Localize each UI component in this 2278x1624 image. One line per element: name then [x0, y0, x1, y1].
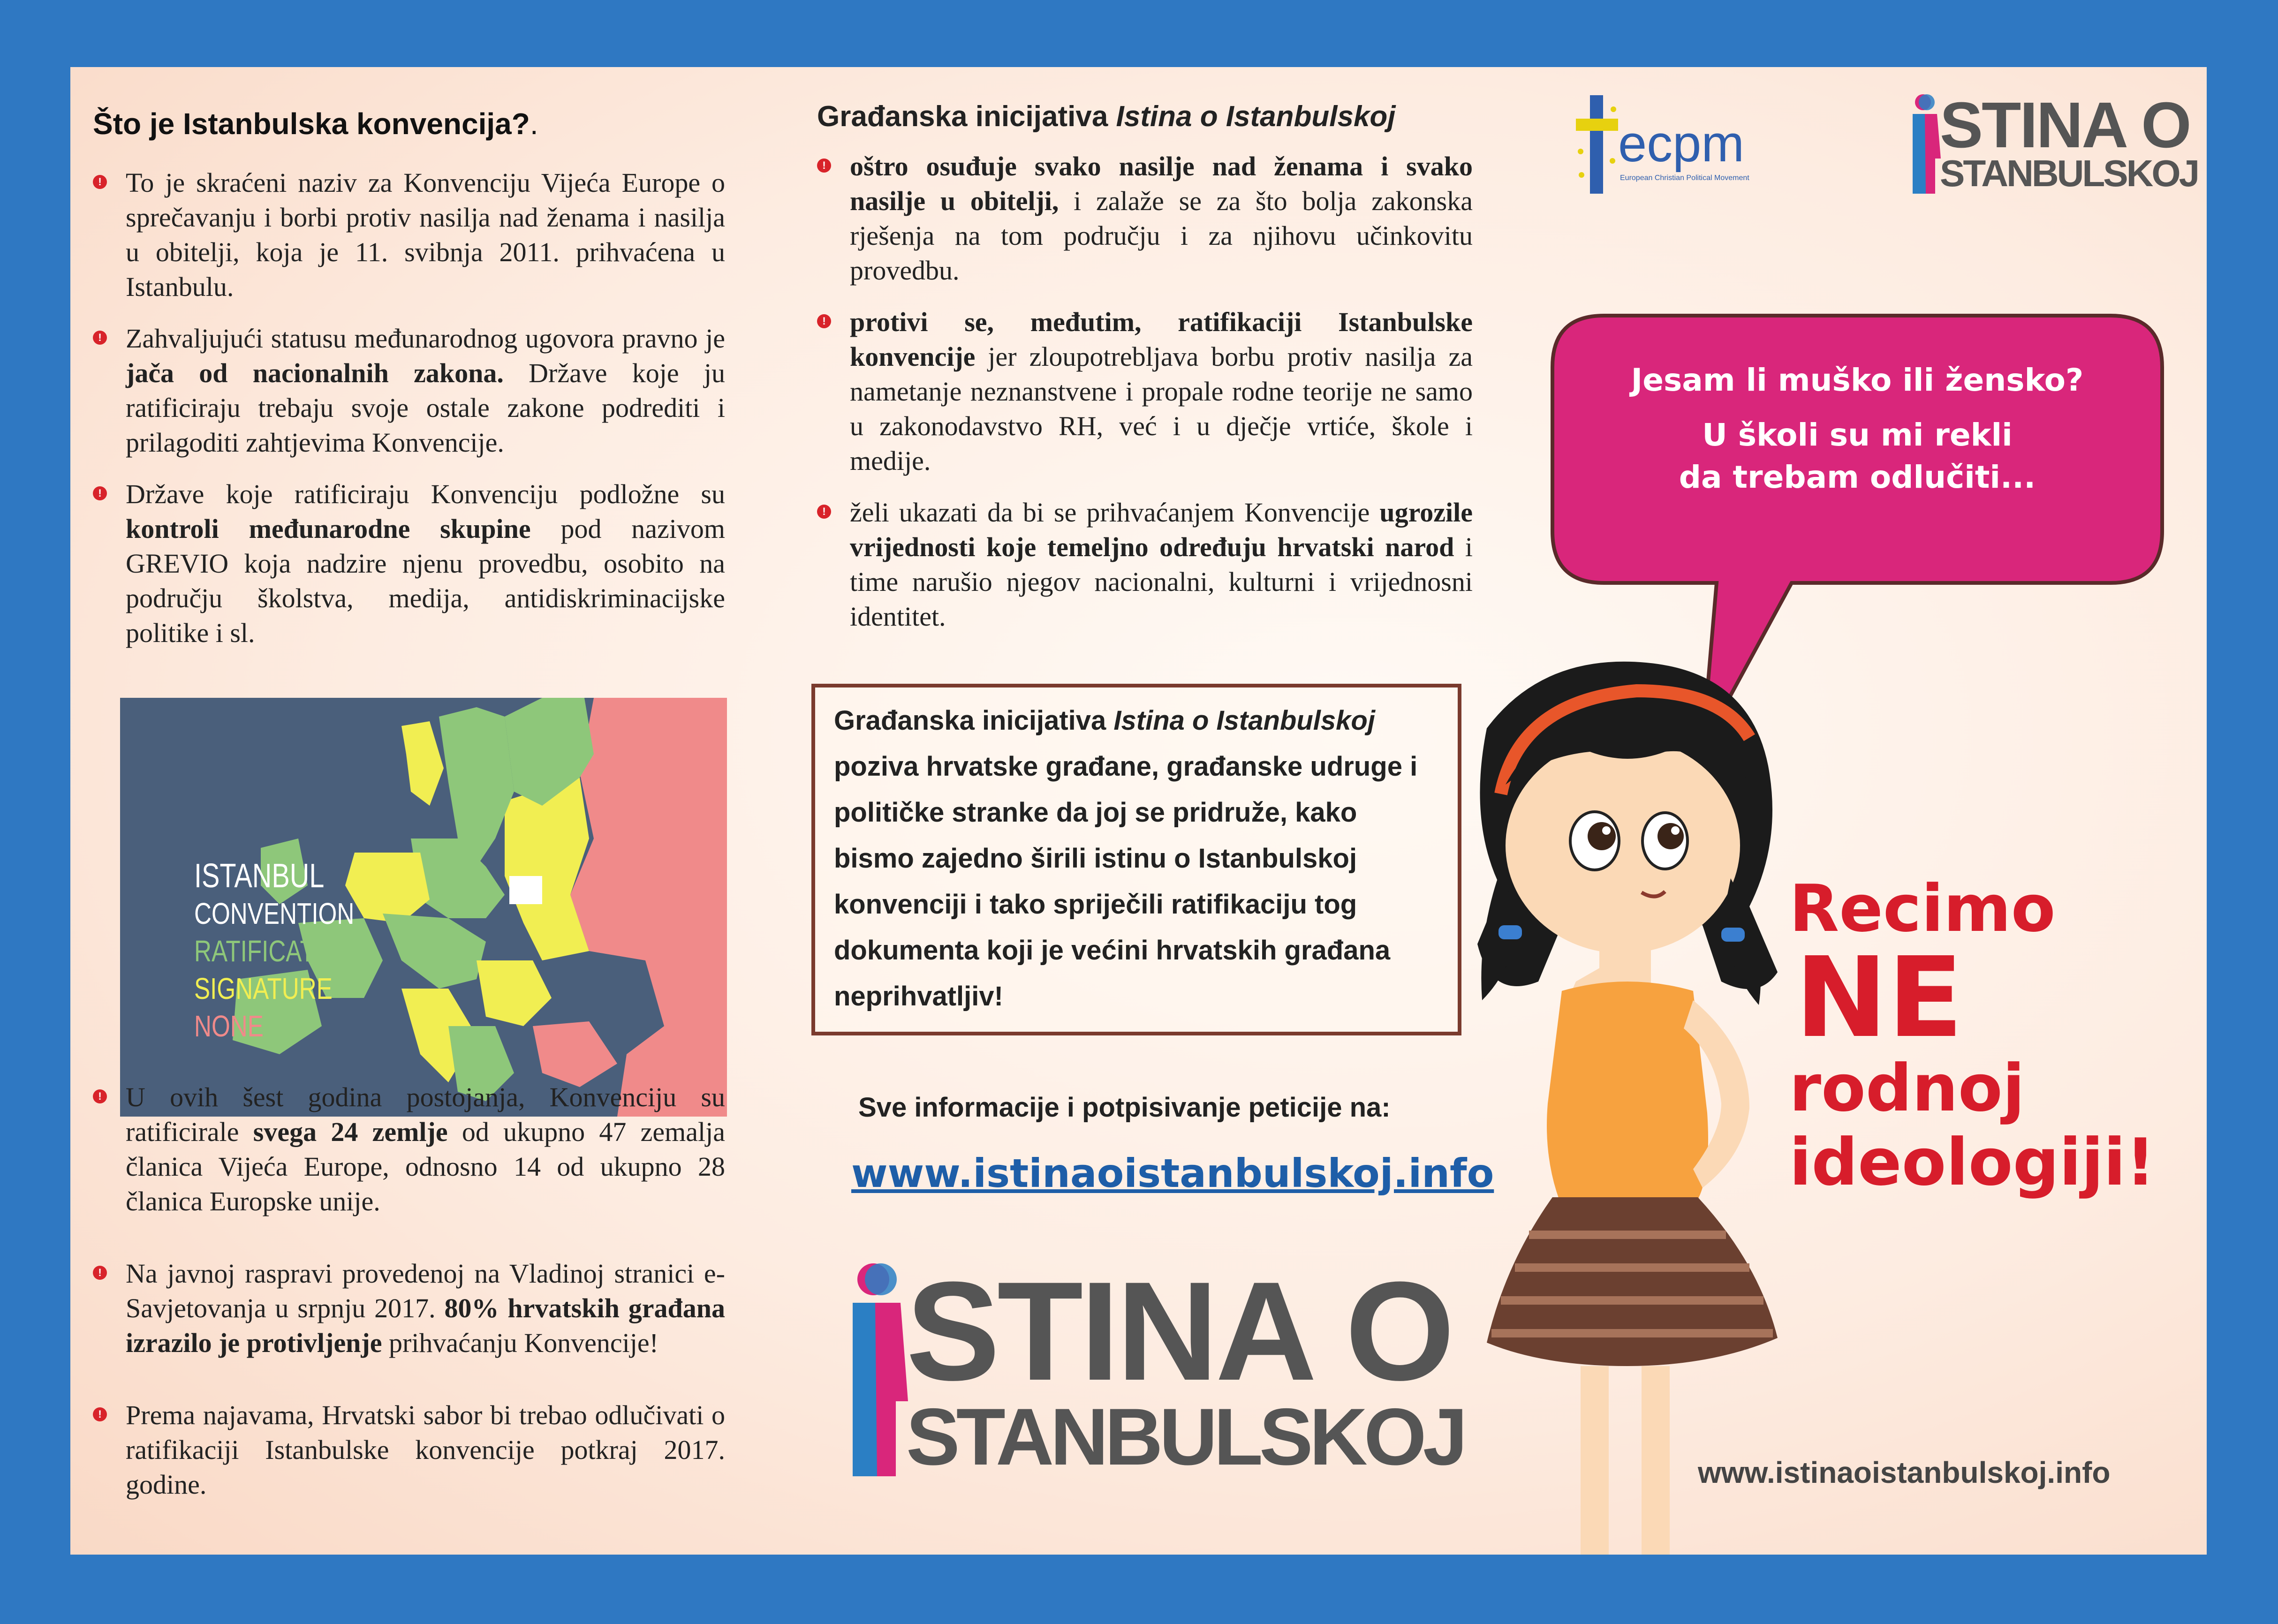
brochure-page: [70, 67, 2207, 1555]
exclamation-icon: !: [93, 486, 107, 500]
bullet-text: U ovih šest godina postojanja, Konvenciju su ratificirale: [126, 1082, 725, 1147]
exclamation-icon: !: [93, 1407, 107, 1421]
ecpm-subtitle: European Christian Political Movement: [1620, 174, 1749, 182]
brand-logo-small-line1: STINA O: [1940, 89, 2190, 161]
person-icon: [844, 1261, 910, 1481]
bullet-item: [93, 1398, 725, 1502]
brand-logo-line2: STANBULSKOJ: [906, 1392, 1464, 1482]
footer-url[interactable]: www.istinaoistanbulskoj.info: [1698, 1456, 2111, 1489]
bullet-text: prihvaćanju Konvencije!: [382, 1328, 658, 1358]
map-legend-istanbul: ISTANBUL: [194, 857, 325, 895]
slogan-line3: rodnoj: [1789, 1050, 2025, 1126]
exclamation-icon: !: [93, 175, 107, 189]
bullet-text: Države koje ratificiraju Konvenciju podložne su: [126, 479, 725, 509]
bullet-bold-text: jača od nacionalnih zakona.: [126, 358, 504, 388]
exclamation-icon: !: [93, 331, 107, 345]
bullet-bold-text: 80% hrvatskih građana izrazilo je protivljenje: [126, 1293, 725, 1358]
exclamation-icon: !: [817, 505, 831, 519]
bullet-text: i zalaže se za što bolja zakonska rješenja na tom području i za njihovu učinkovitu provedbu.: [850, 186, 1473, 286]
map-legend-convention: CONVENTION: [194, 897, 355, 930]
bubble-line2: U školi su mi rekli: [1702, 417, 2013, 453]
bullet-item: [93, 166, 725, 304]
bullet-item: [817, 149, 1473, 288]
map-legend-ratification: RATIFICATION: [194, 934, 357, 968]
map-legend-none: NONE: [194, 1009, 264, 1043]
call-to-action-box: [811, 684, 1461, 1035]
exclamation-icon: !: [817, 159, 831, 173]
bullet-bold-text: svega 24 zemlje: [253, 1117, 448, 1147]
brand-logo-line1: STINA O: [906, 1252, 1452, 1410]
middle-bullets: [817, 149, 1473, 651]
bullet-item: [93, 321, 725, 460]
bullet-text: jer zloupotrebljava borbu protiv nasilja za nametanje neznanstvene i propale rodne teorije ne samo u zakonodavstvo RH, već i u dječje vrtiće, škole i medije.: [850, 341, 1473, 476]
brand-logo-small-line2: STANBULSKOJ: [1940, 152, 2198, 194]
speech-bubble: [1552, 358, 2162, 499]
bullet-text: Države koje ju ratificiraju trebaju svoje ostale zakone podrediti i prilagoditi zahtjevima Konvencije.: [126, 358, 725, 458]
slogan-line4: ideologiji!: [1789, 1125, 2156, 1200]
slogan: [1789, 871, 2202, 1200]
website-link[interactable]: www.istinaoistanbulskoj.info: [851, 1150, 1494, 1196]
callbox-text: Građanska inicijativa: [834, 705, 1114, 736]
bullet-item: [817, 305, 1473, 478]
bullet-text: Prema najavama, Hrvatski sabor bi trebao odlučivati o ratifikaciji Istanbulske konvencije potkraj 2017. godine.: [126, 1400, 725, 1500]
slogan-line1: Recimo: [1789, 871, 2056, 946]
brand-logo-small: [1909, 89, 2198, 205]
exclamation-icon: !: [817, 314, 831, 328]
bullet-item: [93, 477, 725, 650]
bubble-line1: Jesam li muško ili žensko?: [1631, 362, 2084, 398]
brand-logo-large: [844, 1252, 1477, 1486]
map-legend-signature: SIGNATURE: [194, 972, 333, 1005]
bullet-text: Zahvaljujući statusu međunarodnog ugovora pravno je: [126, 323, 725, 354]
bullet-text: želi ukazati da bi se prihvaćanjem Konvencije: [850, 497, 1380, 528]
middle-title-italic: Istina o Istanbulskoj: [1116, 100, 1396, 133]
callbox-text: poziva hrvatske građane, građanske udruge i političke stranke da joj se pridruže, kako bismo zajedno širili istinu o Istanbulskoj konvenciji i tako spriječili ratifikaciju tog dokumenta koji je većini hrvatskih građana neprihvatljiv!: [834, 751, 1418, 1012]
ecpm-symbol-icon: [1571, 91, 1623, 198]
left-title-suffix: .: [530, 107, 538, 141]
person-icon: [1909, 93, 1942, 196]
info-text: Sve informacije i potpisivanje peticije na:: [858, 1092, 1391, 1123]
bullet-bold-text: protivi se, međutim, ratifikaciji Istanbulske konvencije: [850, 307, 1473, 372]
bullet-item: [817, 495, 1473, 634]
bubble-line3: da trebam odlučiti...: [1679, 459, 2036, 495]
exclamation-icon: !: [93, 1266, 107, 1280]
slogan-line2: NE: [1795, 933, 1963, 1062]
bullet-bold-text: ugrozile vrijednosti koje temeljno određuju hrvatski narod: [850, 497, 1473, 562]
bullet-item: [93, 1256, 725, 1360]
europe-map-image: [120, 698, 727, 1117]
exclamation-icon: !: [93, 1089, 107, 1103]
bullet-item: [93, 1080, 725, 1219]
bullet-text: od ukupno 47 zemalja članica Vijeća Europe, odnosno 14 od ukupno 28 članica Europske unije.: [126, 1117, 725, 1216]
bullet-text: pod nazivom GREVIO koja nadzire njenu provedbu, osobito na području školstva, medija, antidiskriminacijske politike i sl.: [126, 514, 725, 648]
bullet-bold-text: kontroli međunarodne skupine: [126, 514, 531, 544]
left-title-text: Što je Istanbulska konvencija?: [93, 107, 530, 141]
callbox-italic: Istina o Istanbulskoj: [1113, 705, 1375, 736]
bullet-bold-text: oštro osuđuje svako nasilje nad ženama i svako nasilje u obitelji,: [850, 151, 1473, 216]
ecpm-logo: [1571, 91, 1768, 198]
left-title: [93, 106, 538, 141]
left-bullets-top: [93, 166, 725, 667]
ecpm-text: ecpm: [1618, 115, 1744, 173]
bullet-text: Na javnoj raspravi provedenoj na Vladinoj stranici e-Savjetovanja u srpnju 2017.: [126, 1258, 725, 1323]
bullet-text: To je skraćeni naziv za Konvenciju Vijeća Europe o sprečavanju i borbi protiv nasilja nad ženama i nasilja u obitelji, koja je 11. svibnja 2011. prihvaćena u Istanbulu.: [126, 167, 725, 302]
bullet-text: i time narušio njegov nacionalni, kulturni i vrijednosni identitet.: [850, 532, 1473, 632]
middle-title: [817, 100, 1396, 133]
middle-title-text: Građanska inicijativa: [817, 100, 1116, 133]
left-bullets-bottom: [93, 1080, 725, 1519]
